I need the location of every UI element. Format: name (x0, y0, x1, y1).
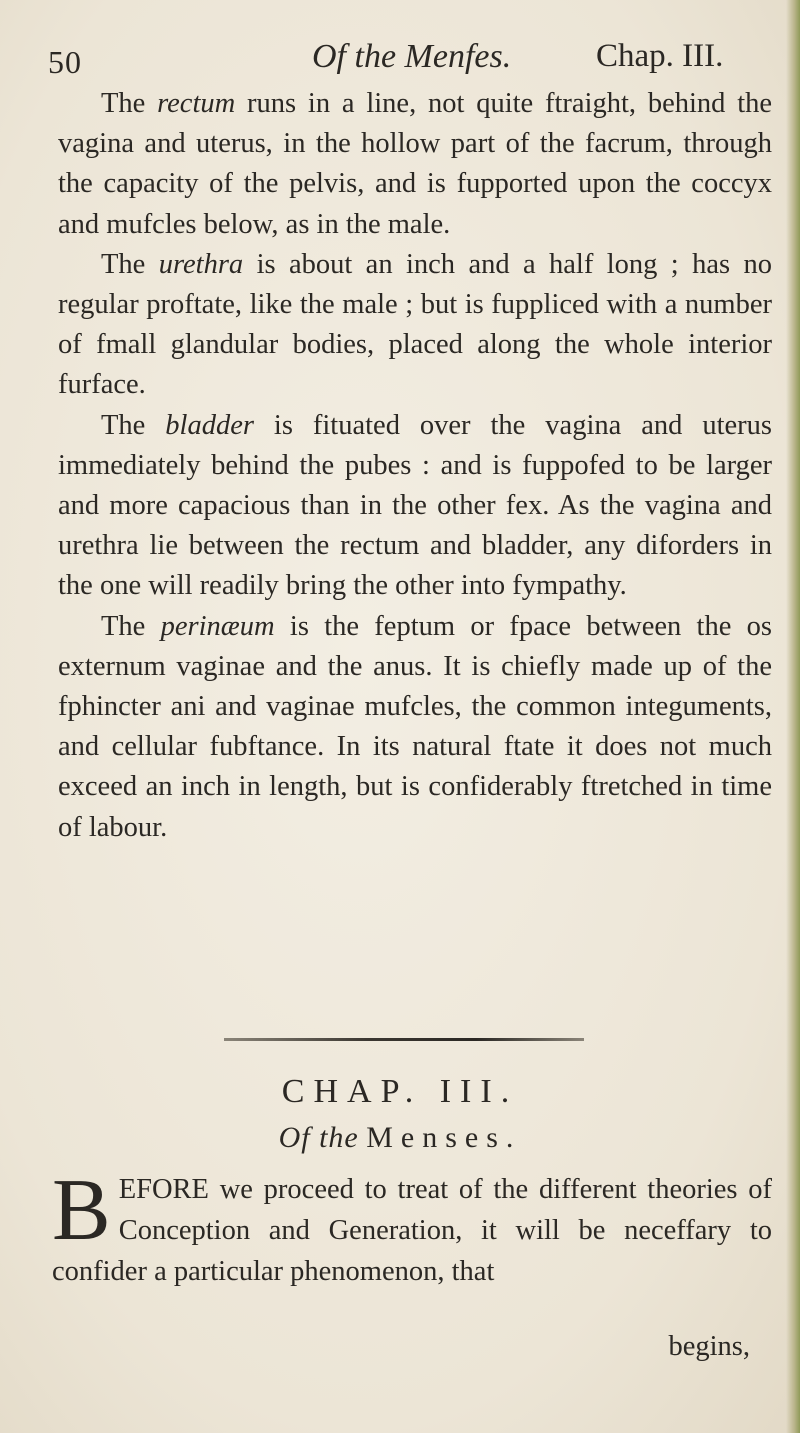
anatomical-term: rectum (157, 88, 236, 119)
paragraph-perinaeum (58, 607, 772, 848)
paragraph-lead: The (101, 409, 166, 441)
chapter-heading: CHAP. III. (281, 1073, 519, 1110)
running-title: Of the Menfes. (312, 38, 512, 75)
chapter-subtitle-prefix: Of the (278, 1121, 359, 1154)
anatomical-term: bladder (165, 409, 254, 441)
paragraph-text: is about an inch and a half long ; has no regular proftate, like the male ; but is fuppliced with a number of fmall glandular bodies, placed along the whole interior furface. (58, 248, 773, 401)
paragraph-text: is fituated over the vagina and uterus immediately behind the pubes : and is fuppofed to be larger and more capacious than in the other fex. As the vagina and urethra lie between the rectum and bladder, any diforders in the one will readily bring the other into fympathy. (58, 409, 772, 602)
chapter-subtitle (0, 1121, 800, 1155)
chapter-subtitle-word: Menses. (366, 1121, 522, 1154)
paragraph-rectum (58, 84, 772, 245)
section-divider (224, 1038, 584, 1041)
paragraph-lead: The (101, 248, 159, 280)
anatomical-term: urethra (158, 248, 244, 280)
page-header (48, 36, 768, 86)
anatomical-term: perinæum (160, 610, 275, 642)
chapter-reference: Chap. III. (596, 38, 724, 74)
opening-paragraph: EFORE we proceed to treat of the different theories of Conception and Generation, it will be neceffary to confider a particular phenomenon, that (52, 1174, 772, 1287)
catchword: begins, (668, 1331, 750, 1362)
drop-capital: B (52, 1162, 111, 1259)
paragraph-text: runs in a line, not quite ftraight, behind the vagina and uterus, in the hollow part of the facrum, through the capacity of the pelvis, and is fupported upon the coccyx and mufcles below, as in the male. (58, 88, 773, 240)
paragraph-text: is the feptum or fpace between the os externum vaginae and the anus. It is chiefly made up of the fphincter ani and vaginae mufcles, the common integuments, and cellular fubftance. In its natural ftate it does not much exceed an inch in length, but is confiderably ftretched in time of labour. (58, 610, 773, 843)
body-text (58, 84, 772, 848)
paragraph-urethra (58, 245, 772, 406)
paragraph-lead: The (101, 88, 158, 119)
paragraph-bladder (58, 406, 772, 607)
page-number: 50 (48, 44, 82, 80)
page-edge (786, 0, 800, 1433)
paragraph-lead: The (101, 610, 161, 642)
chapter-opening (52, 1162, 772, 1292)
